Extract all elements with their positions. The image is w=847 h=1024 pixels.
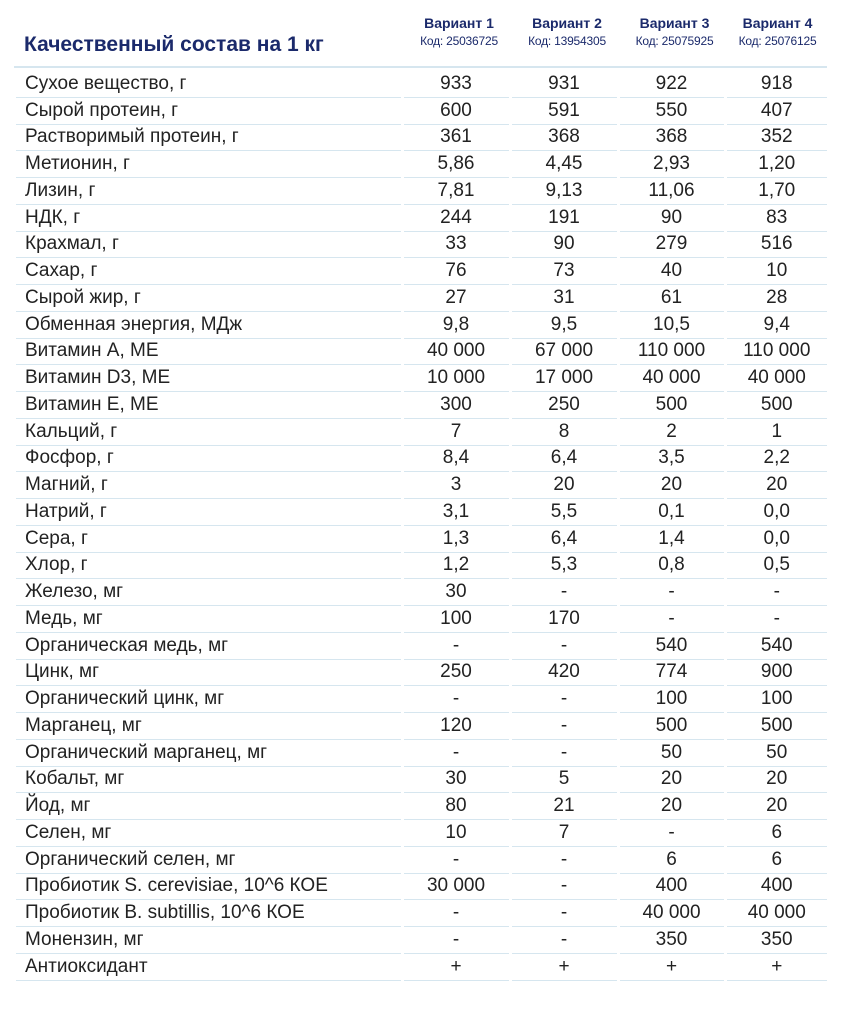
cell-variant-4: 1,20 [725,151,827,178]
cell-variant-4: 350 [725,927,827,954]
table-row [16,766,827,793]
table-row [16,552,827,579]
table-row [16,846,827,873]
cell-variant-2: 20 [510,472,618,499]
row-label: Крахмал, г [16,231,402,258]
cell-variant-2: 6,4 [510,445,618,472]
cell-variant-3: 50 [618,739,725,766]
cell-variant-2: - [510,686,618,713]
cell-variant-2: - [510,873,618,900]
row-label: Органический марганец, мг [16,739,402,766]
cell-variant-4: 9,4 [725,311,827,338]
table-row [16,686,827,713]
composition-table-body [16,71,827,980]
row-label: Монензин, мг [16,927,402,954]
cell-variant-1: 244 [402,204,510,231]
cell-variant-3: 10,5 [618,311,725,338]
row-label: Хлор, г [16,552,402,579]
row-label: Органический цинк, мг [16,686,402,713]
table-row [16,606,827,633]
table-row [16,659,827,686]
cell-variant-2: 931 [510,71,618,97]
table-row [16,713,827,740]
cell-variant-1: 600 [402,97,510,124]
table-row [16,632,827,659]
cell-variant-2: 5 [510,766,618,793]
table-row [16,793,827,820]
cell-variant-3: 500 [618,713,725,740]
cell-variant-4: 6 [725,820,827,847]
cell-variant-4: 400 [725,873,827,900]
cell-variant-1: 10 [402,820,510,847]
table-row [16,204,827,231]
cell-variant-1: - [402,686,510,713]
table-row [16,71,827,97]
row-label: Марганец, мг [16,713,402,740]
cell-variant-1: - [402,846,510,873]
cell-variant-3: 540 [618,632,725,659]
table-row [16,365,827,392]
row-label: Сера, г [16,525,402,552]
row-label: Органический селен, мг [16,846,402,873]
cell-variant-1: 7,81 [402,178,510,205]
cell-variant-2: + [510,953,618,980]
cell-variant-3: 61 [618,285,725,312]
cell-variant-1: - [402,632,510,659]
cell-variant-4: 100 [725,686,827,713]
table-row [16,445,827,472]
table-row [16,820,827,847]
cell-variant-3: 20 [618,766,725,793]
cell-variant-4: 540 [725,632,827,659]
table-row [16,739,827,766]
header-divider [14,66,827,68]
cell-variant-3: 40 000 [618,900,725,927]
variant-name: Вариант 2 [532,15,602,31]
cell-variant-3: 6 [618,846,725,873]
cell-variant-4: 110 000 [725,338,827,365]
cell-variant-2: - [510,632,618,659]
composition-table [16,71,827,981]
cell-variant-1: 361 [402,124,510,151]
cell-variant-3: 350 [618,927,725,954]
variant-code: Код: 25075925 [635,34,714,48]
row-label: Пробиотик S. cerevisiae, 10^6 КОЕ [16,873,402,900]
cell-variant-2: 21 [510,793,618,820]
row-label: Органическая медь, мг [16,632,402,659]
cell-variant-2: 170 [510,606,618,633]
table-title: Качественный состав на 1 кг [24,33,324,56]
cell-variant-3: 2,93 [618,151,725,178]
cell-variant-3: 20 [618,793,725,820]
cell-variant-3: 368 [618,124,725,151]
row-label: Селен, мг [16,820,402,847]
cell-variant-4: 516 [725,231,827,258]
cell-variant-3: - [618,579,725,606]
table-row [16,418,827,445]
cell-variant-3: 11,06 [618,178,725,205]
row-label: Лизин, г [16,178,402,205]
table-row [16,579,827,606]
row-label: Антиоксидант [16,953,402,980]
cell-variant-3: 0,1 [618,499,725,526]
cell-variant-2: 73 [510,258,618,285]
cell-variant-4: 352 [725,124,827,151]
cell-variant-1: 7 [402,418,510,445]
cell-variant-2: 250 [510,392,618,419]
cell-variant-3: 774 [618,659,725,686]
cell-variant-1: - [402,927,510,954]
cell-variant-1: + [402,953,510,980]
row-label: Кальций, г [16,418,402,445]
cell-variant-4: 20 [725,793,827,820]
row-label: Сырой жир, г [16,285,402,312]
variant-name: Вариант 3 [639,15,710,31]
row-label: Кобальт, мг [16,766,402,793]
table-row [16,124,827,151]
cell-variant-3: 40 000 [618,365,725,392]
cell-variant-4: 20 [725,766,827,793]
cell-variant-1: - [402,900,510,927]
row-label: Йод, мг [16,793,402,820]
table-row [16,231,827,258]
cell-variant-3: - [618,820,725,847]
cell-variant-4: 500 [725,713,827,740]
cell-variant-1: 80 [402,793,510,820]
variant-2-header [513,14,621,50]
table-row [16,873,827,900]
row-label: Витамин А, МЕ [16,338,402,365]
row-label: Сырой протеин, г [16,97,402,124]
row-label: Обменная энергия, МДж [16,311,402,338]
cell-variant-3: 922 [618,71,725,97]
cell-variant-2: 368 [510,124,618,151]
cell-variant-1: 5,86 [402,151,510,178]
row-label: Сахар, г [16,258,402,285]
row-label: Натрий, г [16,499,402,526]
cell-variant-1: 3,1 [402,499,510,526]
cell-variant-4: 900 [725,659,827,686]
cell-variant-1: 10 000 [402,365,510,392]
variant-name: Вариант 1 [424,15,494,31]
cell-variant-4: 50 [725,739,827,766]
cell-variant-4: 1 [725,418,827,445]
cell-variant-3: 550 [618,97,725,124]
cell-variant-1: 100 [402,606,510,633]
cell-variant-2: 90 [510,231,618,258]
cell-variant-2: - [510,900,618,927]
cell-variant-2: 4,45 [510,151,618,178]
cell-variant-1: 27 [402,285,510,312]
cell-variant-2: - [510,739,618,766]
cell-variant-3: 0,8 [618,552,725,579]
cell-variant-3: 3,5 [618,445,725,472]
cell-variant-3: 279 [618,231,725,258]
cell-variant-3: 20 [618,472,725,499]
cell-variant-1: 3 [402,472,510,499]
row-label: Витамин D3, МЕ [16,365,402,392]
cell-variant-3: 100 [618,686,725,713]
table-row [16,151,827,178]
cell-variant-4: 0,0 [725,525,827,552]
cell-variant-4: 10 [725,258,827,285]
row-label: Цинк, мг [16,659,402,686]
table-row [16,285,827,312]
cell-variant-2: 5,5 [510,499,618,526]
table-row [16,392,827,419]
cell-variant-4: 407 [725,97,827,124]
table-row [16,499,827,526]
cell-variant-4: 20 [725,472,827,499]
cell-variant-2: 31 [510,285,618,312]
cell-variant-3: 500 [618,392,725,419]
variant-4-header [728,14,827,50]
variant-3-header [621,14,728,50]
cell-variant-3: 1,4 [618,525,725,552]
cell-variant-2: 67 000 [510,338,618,365]
cell-variant-1: - [402,739,510,766]
cell-variant-2: - [510,579,618,606]
cell-variant-4: - [725,606,827,633]
cell-variant-3: 400 [618,873,725,900]
cell-variant-3: 90 [618,204,725,231]
table-row [16,178,827,205]
table-row [16,900,827,927]
cell-variant-2: 591 [510,97,618,124]
cell-variant-1: 40 000 [402,338,510,365]
cell-variant-4: 40 000 [725,365,827,392]
cell-variant-2: 7 [510,820,618,847]
table-row [16,927,827,954]
cell-variant-1: 76 [402,258,510,285]
cell-variant-2: 17 000 [510,365,618,392]
cell-variant-1: 30 [402,579,510,606]
cell-variant-3: 110 000 [618,338,725,365]
table-row [16,338,827,365]
cell-variant-2: - [510,846,618,873]
cell-variant-1: 120 [402,713,510,740]
variant-code: Код: 25076125 [738,34,817,48]
cell-variant-3: + [618,953,725,980]
row-label: Витамин Е, МЕ [16,392,402,419]
row-label: Железо, мг [16,579,402,606]
variant-code: Код: 13954305 [528,34,606,48]
cell-variant-1: 1,3 [402,525,510,552]
row-label: Растворимый протеин, г [16,124,402,151]
cell-variant-2: 9,5 [510,311,618,338]
cell-variant-4: 1,70 [725,178,827,205]
cell-variant-2: - [510,713,618,740]
cell-variant-1: 30 [402,766,510,793]
row-label: Пробиотик B. subtillis, 10^6 КОЕ [16,900,402,927]
table-row [16,97,827,124]
cell-variant-2: 420 [510,659,618,686]
cell-variant-1: 8,4 [402,445,510,472]
table-row [16,953,827,980]
cell-variant-4: 2,2 [725,445,827,472]
cell-variant-4: 0,5 [725,552,827,579]
variant-code: Код: 25036725 [420,34,498,48]
cell-variant-1: 33 [402,231,510,258]
cell-variant-2: 191 [510,204,618,231]
cell-variant-2: 9,13 [510,178,618,205]
cell-variant-4: 40 000 [725,900,827,927]
cell-variant-4: - [725,579,827,606]
cell-variant-2: 6,4 [510,525,618,552]
cell-variant-3: - [618,606,725,633]
cell-variant-4: 0,0 [725,499,827,526]
cell-variant-1: 300 [402,392,510,419]
table-row [16,525,827,552]
table-row [16,472,827,499]
row-label: Фосфор, г [16,445,402,472]
cell-variant-1: 9,8 [402,311,510,338]
cell-variant-3: 2 [618,418,725,445]
cell-variant-1: 1,2 [402,552,510,579]
cell-variant-4: 500 [725,392,827,419]
cell-variant-4: 918 [725,71,827,97]
table-row [16,311,827,338]
row-label: Сухое вещество, г [16,71,402,97]
row-label: НДК, г [16,204,402,231]
cell-variant-1: 933 [402,71,510,97]
cell-variant-1: 250 [402,659,510,686]
row-label: Магний, г [16,472,402,499]
row-label: Медь, мг [16,606,402,633]
cell-variant-2: 8 [510,418,618,445]
cell-variant-3: 40 [618,258,725,285]
cell-variant-4: 83 [725,204,827,231]
cell-variant-4: 28 [725,285,827,312]
cell-variant-2: 5,3 [510,552,618,579]
cell-variant-1: 30 000 [402,873,510,900]
row-label: Метионин, г [16,151,402,178]
variant-name: Вариант 4 [742,15,813,31]
cell-variant-4: 6 [725,846,827,873]
cell-variant-4: + [725,953,827,980]
cell-variant-2: - [510,927,618,954]
table-row [16,258,827,285]
variant-1-header [405,14,513,50]
